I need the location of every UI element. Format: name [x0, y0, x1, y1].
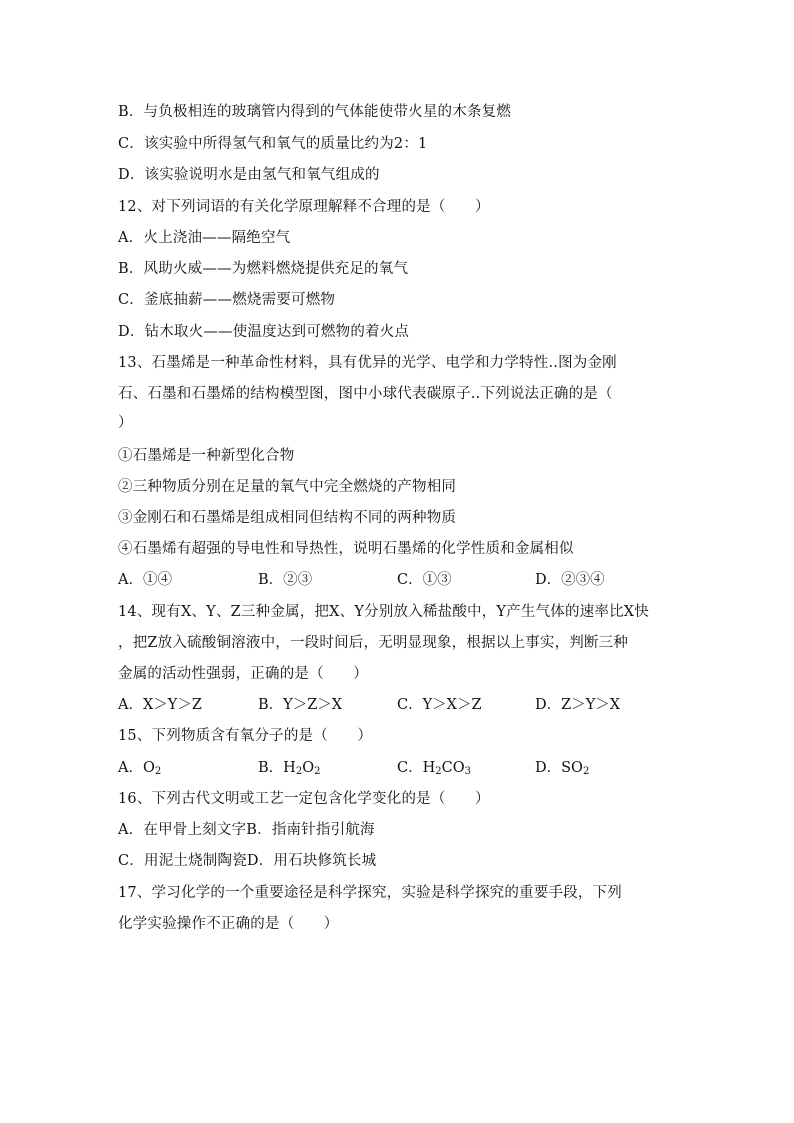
- q17-stem-line2: 化学实验操作不正确的是（ ）: [118, 916, 339, 932]
- q14-option-d: D．Z＞Y＞X: [535, 697, 621, 713]
- q13-option-a: A．①④: [118, 572, 172, 588]
- q15-option-c: C．$H_2CO_3$: [397, 760, 471, 777]
- q14-stem-line1: 14、现有X、Y、Z三种金属，把X、Y分别放入稀盐酸中，Y产生气体的速率比X快: [118, 604, 650, 620]
- q11-option-b: B．与负极相连的玻璃管内得到的气体能使带火星的木条复燃: [118, 104, 512, 120]
- q13-option-c: C．①③: [397, 572, 452, 588]
- q14-option-c: C．Y＞X＞Z: [397, 697, 482, 713]
- q12-option-b: B．风助火威——为燃料燃烧提供充足的氧气: [118, 261, 409, 277]
- q13-statement-3: ③金刚石和石墨烯是组成相同但结构不同的两种物质: [118, 510, 457, 526]
- q12-option-c: C．釜底抽薪——燃烧需要可燃物: [118, 292, 336, 308]
- q15-option-a: A．$O_2$: [118, 760, 162, 777]
- q13-statement-4: ④石墨烯有超强的导电性和导热性，说明石墨烯的化学性质和金属相似: [118, 541, 574, 557]
- q13-option-d: D．②③④: [535, 572, 605, 588]
- q12-option-a: A．火上浇油——隔绝空气: [118, 230, 291, 246]
- q12-option-d: D．钻木取火——使温度达到可燃物的着火点: [118, 324, 410, 340]
- q13-stem-line1: 13、石墨烯是一种革命性材料，具有优异的光学、电学和力学特性..图为金刚: [118, 355, 617, 371]
- q13-option-b: B．②③: [258, 572, 313, 588]
- q17-stem-line1: 17、学习化学的一个重要途径是科学探究，实验是科学探究的重要手段，下列: [118, 885, 622, 901]
- q11-option-d: D．该实验说明水是由氢气和氧气组成的: [118, 167, 380, 183]
- q15-stem: 15、下列物质含有氧分子的是（ ）: [118, 728, 373, 744]
- q15-option-d: D．$SO_2$: [535, 760, 590, 777]
- q13-statement-2: ②三种物质分别在足量的氧气中完全燃烧的产物相同: [118, 479, 457, 495]
- q16-options-cd: C．用泥土烧制陶瓷D．用石块修筑长城: [118, 853, 377, 869]
- q13-statement-1: ①石墨烯是一种新型化合物: [118, 448, 295, 464]
- q11-option-c: C．该实验中所得氢气和氧气的质量比约为2：1: [118, 136, 428, 152]
- q14-option-b: B．Y＞Z＞X: [258, 697, 343, 713]
- q14-stem-line2: ，把Z放入硫酸铜溶液中，一段时间后，无明显现象，根据以上事实，判断三种: [118, 635, 629, 651]
- q12-stem: 12、对下列词语的有关化学原理解释不合理的是（ ）: [118, 199, 490, 215]
- q13-stem-line2: 石、石墨和石墨烯的结构模型图，图中小球代表碳原子..下列说法正确的是（: [118, 386, 613, 402]
- q15-option-b: B．$H_2O_2$: [258, 760, 321, 777]
- q16-options-ab: A．在甲骨上刻文字B．指南针指引航海: [118, 822, 375, 838]
- q14-stem-line3: 金属的活动性强弱，正确的是（ ）: [118, 666, 368, 682]
- q14-option-a: A．X＞Y＞Z: [118, 697, 202, 713]
- q16-stem: 16、下列古代文明或工艺一定包含化学变化的是（ ）: [118, 791, 490, 807]
- q13-stem-line3: ）: [118, 415, 133, 431]
